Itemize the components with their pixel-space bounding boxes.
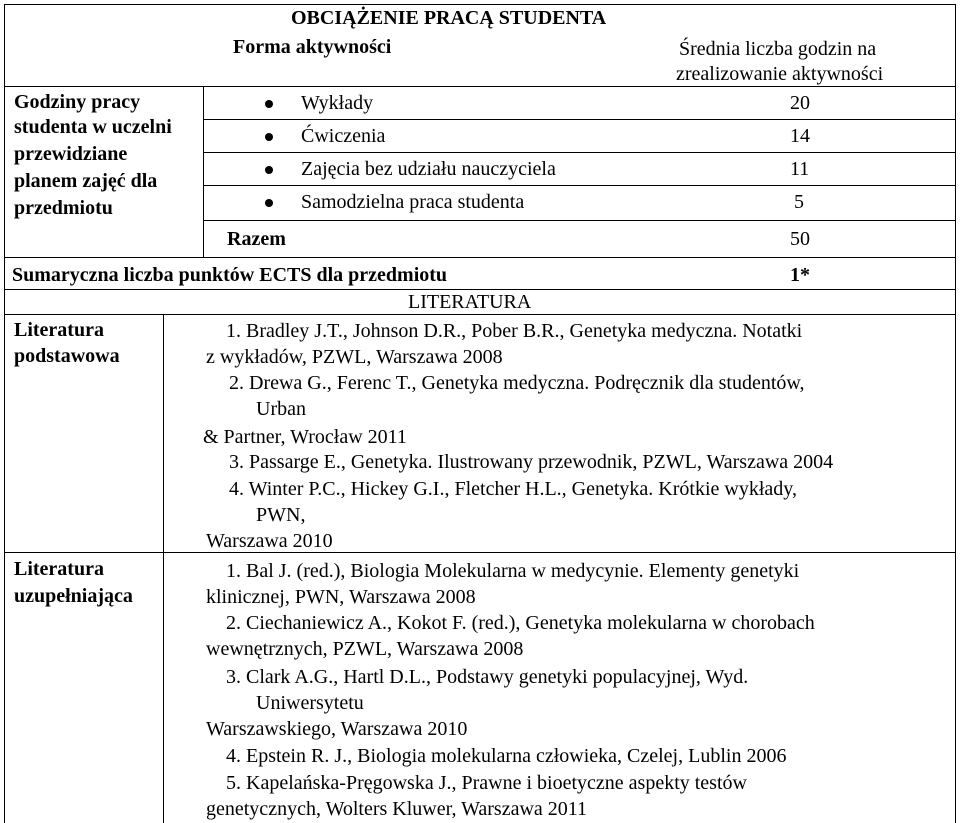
- ects-label: Sumaryczna liczba punktów ECTS dla przedmiotu: [12, 264, 448, 286]
- literature-heading-divider: [4, 314, 956, 315]
- supplementary-literature-line: Uniwersytetu: [256, 692, 364, 714]
- activity-name: Zajęcia bez udziału nauczyciela: [301, 158, 556, 180]
- basic-literature-line: 4. Winter P.C., Hickey G.I., Fletcher H.L., Genetyka. Krótkie wykłady,: [229, 478, 797, 500]
- ects-top-divider: [4, 257, 956, 258]
- basic-literature-line: Warszawa 2010: [206, 530, 333, 552]
- hours-label-line: przewidziane: [14, 143, 128, 165]
- supplementary-literature-line: genetycznych, Wolters Kluwer, Warszawa 2011: [206, 798, 588, 820]
- border-top: [4, 4, 956, 5]
- activity-name: Wykłady: [301, 92, 374, 114]
- basic-literature-line: z wykładów, PZWL, Warszawa 2008: [206, 346, 503, 368]
- basic-literature-line: Urban: [256, 398, 306, 420]
- row-divider-1: [203, 119, 956, 120]
- activity-hours: 20: [790, 92, 810, 114]
- row-divider-2: [203, 152, 956, 153]
- basic-literature-line: 2. Drewa G., Ferenc T., Genetyka medyczna. Podręcznik dla studentów,: [229, 372, 805, 394]
- bullet-icon: [265, 199, 273, 207]
- literature-label-divider: [163, 314, 164, 823]
- ects-bottom-divider: [4, 289, 956, 290]
- hours-label-divider: [203, 86, 204, 257]
- supplementary-literature-line: 5. Kapelańska-Pręgowska J., Prawne i bioetyczne aspekty testów: [226, 772, 747, 794]
- supplementary-literature-line: Warszawskiego, Warszawa 2010: [206, 718, 468, 740]
- basic-literature-line: & Partner, Wrocław 2011: [203, 426, 407, 448]
- supplementary-literature-label: Literatura: [14, 558, 104, 580]
- supplementary-literature-line: 3. Clark A.G., Hartl D.L., Podstawy genetyki populacyjnej, Wyd.: [226, 666, 749, 688]
- basic-literature-label: Literatura: [14, 319, 104, 341]
- bullet-icon: [265, 166, 273, 174]
- hours-label-line: przedmiotu: [14, 197, 113, 219]
- supplementary-literature-line: wewnętrznych, PZWL, Warszawa 2008: [206, 638, 524, 660]
- row-divider-4: [203, 220, 956, 221]
- literature-section-divider: [4, 552, 956, 553]
- border-right: [955, 4, 956, 823]
- bullet-icon: [265, 133, 273, 141]
- activity-name: Samodzielna praca studenta: [301, 191, 525, 213]
- activity-hours: 11: [790, 158, 810, 180]
- border-left: [4, 4, 5, 823]
- hours-label-line: studenta w uczelni: [14, 116, 172, 138]
- activity-hours: 5: [794, 191, 804, 213]
- activity-column-header: Forma aktywności: [233, 36, 392, 58]
- total-label: Razem: [227, 228, 286, 250]
- basic-literature-line: 3. Passarge E., Genetyka. Ilustrowany przewodnik, PZWL, Warszawa 2004: [229, 451, 834, 473]
- supplementary-literature-line: klinicznej, PWN, Warszawa 2008: [206, 586, 476, 608]
- activity-hours: 14: [790, 125, 810, 147]
- workload-title: OBCIĄŻENIE PRACĄ STUDENTA: [291, 7, 607, 29]
- row-divider-3: [203, 185, 956, 186]
- hours-label-line: planem zajęć dla: [14, 170, 158, 192]
- header-divider: [4, 86, 956, 87]
- supplementary-literature-line: 1. Bal J. (red.), Biologia Molekularna w medycynie. Elementy genetyki: [226, 560, 800, 582]
- basic-literature-line: 1. Bradley J.T., Johnson D.R., Pober B.R., Genetyka medyczna. Notatki: [226, 320, 803, 342]
- basic-literature-label: podstawowa: [14, 345, 120, 367]
- supplementary-literature-line: 4. Epstein R. J., Biologia molekularna człowieka, Czelej, Lublin 2006: [226, 745, 787, 767]
- total-value: 50: [790, 228, 810, 250]
- basic-literature-line: PWN,: [256, 504, 306, 526]
- supplementary-literature-label: uzupełniająca: [14, 585, 133, 607]
- literature-heading: LITERATURA: [408, 291, 532, 313]
- bullet-icon: [265, 100, 273, 108]
- hours-label-line: Godziny pracy: [14, 91, 141, 113]
- supplementary-literature-line: 2. Ciechaniewicz A., Kokot F. (red.), Genetyka molekularna w chorobach: [226, 612, 815, 634]
- hours-column-header-line2: zrealizowanie aktywności: [676, 63, 884, 85]
- activity-name: Ćwiczenia: [301, 125, 386, 147]
- ects-value: 1*: [790, 264, 810, 286]
- hours-column-header-line1: Średnia liczba godzin na: [679, 38, 877, 60]
